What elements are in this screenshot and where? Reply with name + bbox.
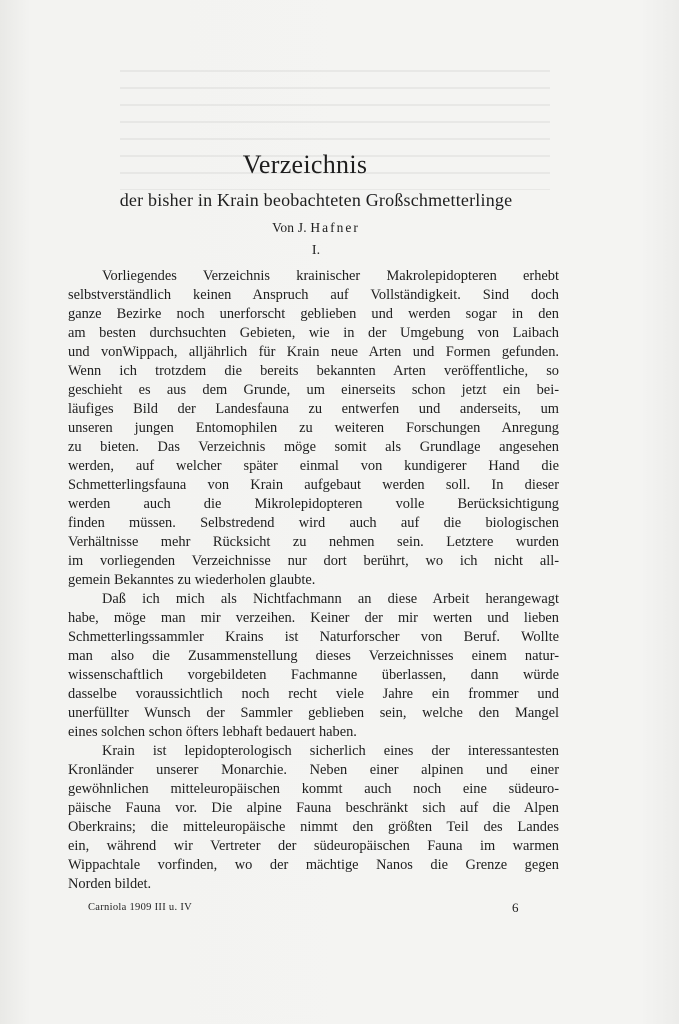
text-line: unseren jungen Entomophilen zu weiteren Forschungen Anregung bbox=[68, 420, 559, 436]
text-line: geschieht es aus dem Grunde, um einerseits schon jetzt ein bei- bbox=[68, 382, 559, 398]
text-line: werden auch die Mikrolepidopteren volle Berücksichtigung bbox=[68, 496, 559, 512]
author-line bbox=[96, 220, 536, 236]
journal-footer: Carniola 1909 III u. IV bbox=[88, 902, 192, 913]
text-line: man also die Zusammenstellung dieses Verzeichnisses einem natur- bbox=[68, 648, 559, 664]
text-line: läufiges Bild der Landesfauna zu entwerfen und anderseits, um bbox=[68, 401, 559, 417]
text-line: Schmetterlingsfauna von Krain aufgebaut werden soll. In dieser bbox=[68, 477, 559, 493]
text-line: Wenn ich trotzdem die bereits bekannten Arten veröffentliche, so bbox=[68, 363, 559, 379]
text-line: am besten durchsuchten Gebieten, wie in der Umgebung von Laibach bbox=[68, 325, 559, 341]
text-line: Verhältnisse mehr Rücksicht zu nehmen sein. Letztere wurden bbox=[68, 534, 559, 550]
text-line: gewöhnlichen mitteleuropäischen kommt auch noch eine südeuro- bbox=[68, 781, 559, 797]
text-line: werden, auf welcher später einmal von kundigerer Hand die bbox=[68, 458, 559, 474]
text-line: finden müssen. Selbstredend wird auch auf die biologischen bbox=[68, 515, 559, 531]
author-prefix: Von J. bbox=[272, 220, 307, 235]
text-line: päische Fauna vor. Die alpine Fauna beschränkt sich auf die Alpen bbox=[68, 800, 559, 816]
text-line: Kronländer unserer Monarchie. Neben einer alpinen und einer bbox=[68, 762, 559, 778]
text-line: Daß ich mich als Nichtfachmann an diese Arbeit herangewagt bbox=[102, 591, 559, 607]
text-line: Krain ist lepidopterologisch sicherlich eines der interessantesten bbox=[102, 743, 559, 759]
text-line: zu bieten. Das Verzeichnis möge somit als Grundlage angesehen bbox=[68, 439, 559, 455]
document-title: Verzeichnis bbox=[242, 150, 368, 179]
text-line: dasselbe voraussichtlich noch recht viele Jahre ein frommer und bbox=[68, 686, 559, 702]
text-line: Wippachtale vorfinden, wo der mächtige Nanos die Grenze gegen bbox=[68, 857, 559, 873]
text-line: und vonWippach, alljährlich für Krain neue Arten und Formen gefunden. bbox=[68, 344, 559, 360]
text-line: wissenschaftlich vorgebildeten Fachmanne überlassen, dann würde bbox=[68, 667, 559, 683]
body-text bbox=[68, 267, 559, 894]
page-number: 6 bbox=[512, 900, 519, 915]
text-line: Oberkrains; die mitteleuropäische nimmt den größten Teil des Landes bbox=[68, 819, 559, 835]
section-number: I. bbox=[311, 243, 321, 258]
text-line: ganze Bezirke noch unerforscht geblieben und werden sogar in den bbox=[68, 306, 559, 322]
text-line: unerfüllter Wunsch der Sammler geblieben sein, welche den Mangel bbox=[68, 705, 559, 721]
text-line: gemein Bekanntes zu wiederholen glaubte. bbox=[68, 572, 316, 588]
author-name: Hafner bbox=[310, 220, 360, 235]
text-line: ein, während wir Vertreter der südeuropäischen Fauna im warmen bbox=[68, 838, 559, 854]
text-line: im vorliegenden Verzeichnisse nur dort berührt, wo ich nicht all- bbox=[68, 553, 559, 569]
document-subtitle: der bisher in Krain beobachteten Großschmetterlinge bbox=[119, 190, 513, 210]
text-line: Norden bildet. bbox=[68, 876, 152, 892]
text-line: eines solchen schon öfters lebhaft bedauert haben. bbox=[68, 724, 357, 740]
text-line: habe, möge man mir verzeihen. Keiner der mir werten und lieben bbox=[68, 610, 559, 626]
text-line: selbstverständlich keinen Anspruch auf Vollständigkeit. Sind doch bbox=[68, 287, 559, 303]
text-line: Schmetterlingssammler Krains ist Naturforscher von Beruf. Wollte bbox=[68, 629, 559, 645]
text-line: Vorliegendes Verzeichnis krainischer Makrolepidopteren erhebt bbox=[102, 268, 559, 284]
